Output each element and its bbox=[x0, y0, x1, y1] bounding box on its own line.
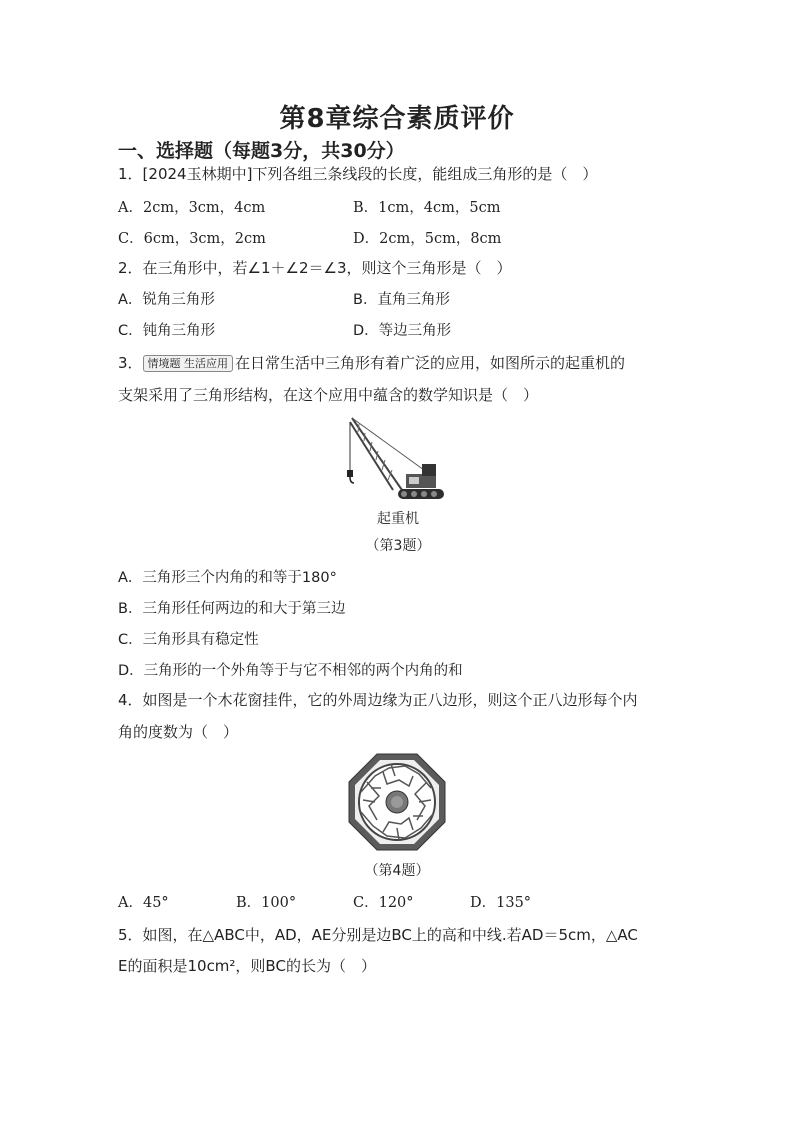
page-title: 第8章综合素质评价 bbox=[279, 104, 515, 134]
q3-stem-text: 在日常生活中三角形有着广泛的应用，如图所示的起重机的 bbox=[235, 354, 626, 372]
q1-option-b[interactable]: B．1cm，4cm，5cm bbox=[353, 200, 501, 216]
q2-stem: 2．在三角形中，若∠1＋∠2＝∠3，则这个三角形是（ ） bbox=[118, 259, 512, 277]
crane-figure bbox=[338, 412, 458, 508]
q4-caption: （第4题） bbox=[364, 863, 430, 879]
q2-option-c[interactable]: C．钝角三角形 bbox=[118, 323, 216, 339]
q3-option-d[interactable]: D．三角形的一个外角等于与它不相邻的两个内角的和 bbox=[118, 663, 463, 679]
q4-option-b[interactable]: B．100° bbox=[236, 895, 297, 911]
q4-stem-line1: 4．如图是一个木花窗挂件，它的外周边缘为正八边形，则这个正八边形每个内 bbox=[118, 691, 638, 709]
q1-option-a[interactable]: A．2cm，3cm，4cm bbox=[118, 200, 266, 216]
q3-number: 3． bbox=[118, 354, 143, 372]
hook-block bbox=[347, 470, 353, 477]
q2-option-a[interactable]: A．锐角三角形 bbox=[118, 292, 215, 308]
q4-option-c[interactable]: C．120° bbox=[353, 895, 414, 911]
q2-option-d[interactable]: D．等边三角形 bbox=[353, 323, 452, 339]
octagon-window-figure bbox=[347, 752, 447, 852]
q4-stem-line2: 角的度数为（ ） bbox=[118, 723, 239, 741]
q3-stem-line2: 支架采用了三角形结构，在这个应用中蕴含的数学知识是（ ） bbox=[118, 386, 539, 404]
q2-option-b[interactable]: B．直角三角形 bbox=[353, 292, 450, 308]
q3-option-b[interactable]: B．三角形任何两边的和大于第三边 bbox=[118, 601, 346, 617]
q3-option-c[interactable]: C．三角形具有稳定性 bbox=[118, 632, 259, 648]
q1-stem: 1．[2024玉林期中]下列各组三条线段的长度，能组成三角形的是（ ） bbox=[118, 165, 598, 183]
q4-option-a[interactable]: A．45° bbox=[118, 895, 169, 911]
q1-option-c[interactable]: C．6cm，3cm，2cm bbox=[118, 231, 266, 247]
q5-stem-line1: 5．如图，在△ABC中，AD，AE分别是边BC上的高和中线.若AD＝5cm，△AC bbox=[118, 926, 638, 944]
crane-label: 起重机 bbox=[377, 511, 419, 527]
q1-option-d[interactable]: D．2cm，5cm，8cm bbox=[353, 231, 502, 247]
q5-stem-line2: E的面积是10cm²，则BC的长为（ ） bbox=[118, 957, 376, 975]
q3-caption: （第3题） bbox=[365, 538, 431, 554]
context-tag: 情境题 生活应用 bbox=[143, 355, 234, 372]
q3-stem-line1 bbox=[118, 352, 625, 373]
section-heading: 一、选择题（每题3分，共30分） bbox=[118, 140, 405, 162]
q4-option-d[interactable]: D．135° bbox=[470, 895, 532, 911]
q3-option-a[interactable]: A．三角形三个内角的和等于180° bbox=[118, 570, 337, 586]
